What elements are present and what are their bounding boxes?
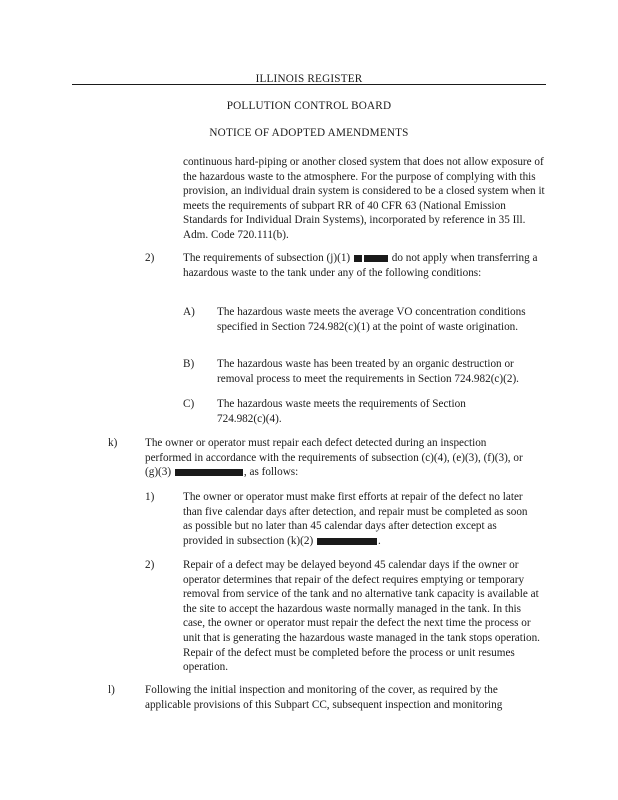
intro-paragraph: continuous hard-piping or another closed system that does not allow exposure of the hazardous waste to the atmosphere. For the purpose of complying with this provision, an individual drain system is considered to be a closed system when it meets the requirements of subpart RR of 40 CFR 63 (National Emission Standards for Individual Drain Systems), incorporated by reference in 35 Ill. Adm. Code 720.111(b).	[183, 156, 545, 241]
item-k2-label: 2)	[145, 559, 155, 571]
sub-item-a-label: A)	[183, 306, 195, 318]
item-2-text-b: do not apply when transferring a hazardous waste to the tank under any of the following conditions:	[183, 252, 538, 279]
board-title: POLLUTION CONTROL BOARD	[226, 100, 392, 112]
item-k-label: k)	[108, 437, 118, 449]
item-k1-paragraph	[183, 490, 535, 548]
item-2-label: 2)	[145, 252, 155, 264]
item-k-text-a: The owner or operator must repair each defect detected during an inspection performed in accordance with the requirements of subsection (c)(4), (e)(3), (f)(3), or (g)(3)	[145, 437, 523, 479]
item-2-paragraph	[183, 251, 545, 280]
sub-item-a-text: The hazardous waste meets the average VO concentration conditions specified in Section 724.982(c)(1) at the point of waste origination.	[217, 306, 526, 333]
notice-title: NOTICE OF ADOPTED AMENDMENTS	[209, 127, 409, 139]
item-l-label: l)	[108, 684, 115, 696]
redaction-mark	[354, 255, 362, 262]
register-title: ILLINOIS REGISTER	[255, 73, 363, 85]
sub-item-c-label: C)	[183, 398, 195, 410]
sub-item-b-text: The hazardous waste has been treated by an organic destruction or removal process to meet the requirements in Section 724.982(c)(2).	[217, 358, 519, 385]
sub-item-c-text: The hazardous waste meets the requirements of Section 724.982(c)(4).	[217, 398, 466, 425]
redaction-mark	[175, 469, 243, 476]
item-k1-text-b: .	[377, 534, 381, 547]
sub-item-b-label: B)	[183, 358, 195, 370]
redaction-mark	[317, 538, 377, 545]
item-2-text-a: The requirements of subsection (j)(1)	[183, 252, 353, 264]
item-k-text-b: , as follows:	[243, 466, 299, 479]
item-k1-label: 1)	[145, 491, 155, 503]
item-k2-paragraph: Repair of a defect may be delayed beyond 45 calendar days if the owner or operator determines that repair of the defect requires emptying or temporary removal from service of the tank and no alternative tank capacity is available at the site to accept the hazardous waste normally managed in the tank. In this case, the owner or operator must repair the defect the next time the process or unit that is generating the hazardous waste managed in the tank stops operation. Repair of the defect must be completed before the process or unit resumes operation.	[183, 559, 540, 674]
item-k1-text-a: The owner or operator must make first efforts at repair of the defect no later than five calendar days after detection, and repair must be completed as soon as possible but no later than 45 calendar days after detection except as provided in subsection (k)(2)	[183, 491, 528, 547]
item-k-paragraph	[145, 436, 535, 480]
item-l-paragraph: Following the initial inspection and monitoring of the cover, as required by the applicable provisions of this Subpart CC, subsequent inspection and monitoring	[145, 684, 503, 711]
redaction-mark	[364, 255, 388, 262]
